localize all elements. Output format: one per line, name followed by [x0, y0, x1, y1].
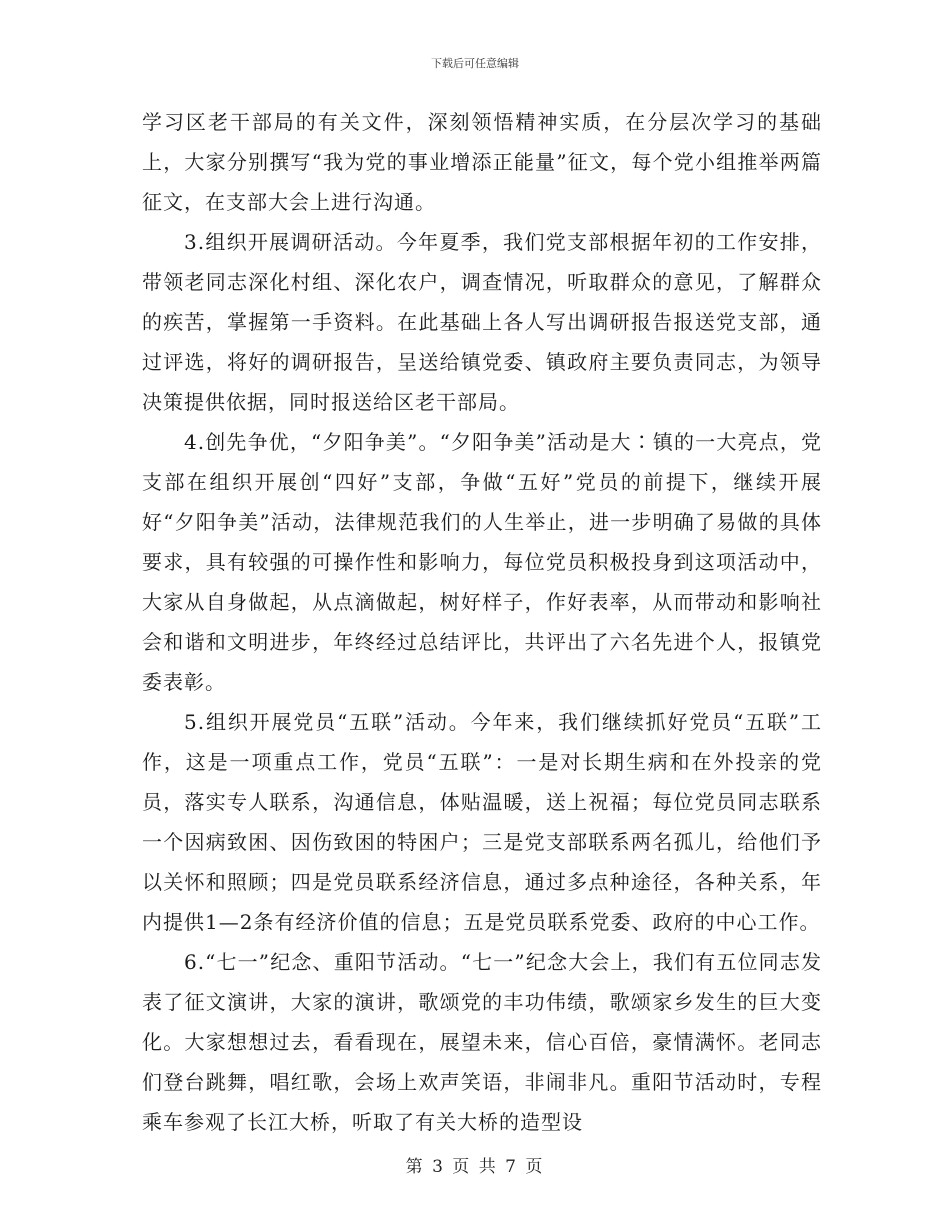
- page-header: 下载后可任意编辑: [431, 57, 519, 70]
- paragraph-continuation: 学习区老干部局的有关文件，深刻领悟精神实质，在分层次学习的基础上，大家分别撰写“我为党的事业增添正能量”征文，每个党小组推举两篇征文，在支部大会上进行沟通。: [142, 110, 822, 214]
- body-text: [142, 102, 822, 1142]
- page-footer: 第 3 页 共 7 页: [405, 1157, 545, 1177]
- paragraph-item-6: 6.“七一”纪念、重阳节活动。“七一”纪念大会上，我们有五位同志发表了征文演讲，大家的演讲，歌颂党的丰功伟绩，歌颂家乡发生的巨大变化。大家想想过去，看看现在，展望未来，信心百倍，豪情满怀。老同志们登台跳舞，唱红歌，会场上欢声笑语，非闹非凡。重阳节活动时，专程乘车参观了长江大桥，听取了有关大桥的造型设: [142, 950, 822, 1134]
- paragraph-item-5: 5.组织开展党员“五联”活动。今年来，我们继续抓好党员“五联”工作，这是一项重点工作，党员“五联”：一是对长期生病和在外投亲的党员，落实专人联系，沟通信息，体贴温暖，送上祝福；每位党员同志联系一个因病致困、因伤致困的特困户；三是党支部联系两名孤儿，给他们予以关怀和照顾；四是党员联系经济信息，通过多点种途径，各种关系，年内提供1—2条有经济价值的信息；五是党员联系党委、政府的中心工作。: [142, 710, 822, 934]
- paragraph-item-3: 3.组织开展调研活动。今年夏季，我们党支部根据年初的工作安排，带领老同志深化村组、深化农户，调查情况，听取群众的意见，了解群众的疾苦，掌握第一手资料。在此基础上各人写出调研报告报送党支部，通过评选，将好的调研报告，呈送给镇党委、镇政府主要负责同志，为领导决策提供依据，同时报送给区老干部局。: [142, 230, 822, 414]
- paragraph-item-4: 4.创先争优，“夕阳争美”。“夕阳争美”活动是大∶镇的一大亮点，党支部在组织开展创“四好”支部，争做“五好”党员的前提下，继续开展好“夕阳争美”活动，法律规范我们的人生举止，进一步明确了易做的具体要求，具有较强的可操作性和影响力，每位党员积极投身到这项活动中，大家从自身做起，从点滴做起，树好样子，作好表率，从而带动和影响社会和谐和文明进步，年终经过总结评比，共评出了六名先进个人，报镇党委表彰。: [142, 430, 822, 694]
